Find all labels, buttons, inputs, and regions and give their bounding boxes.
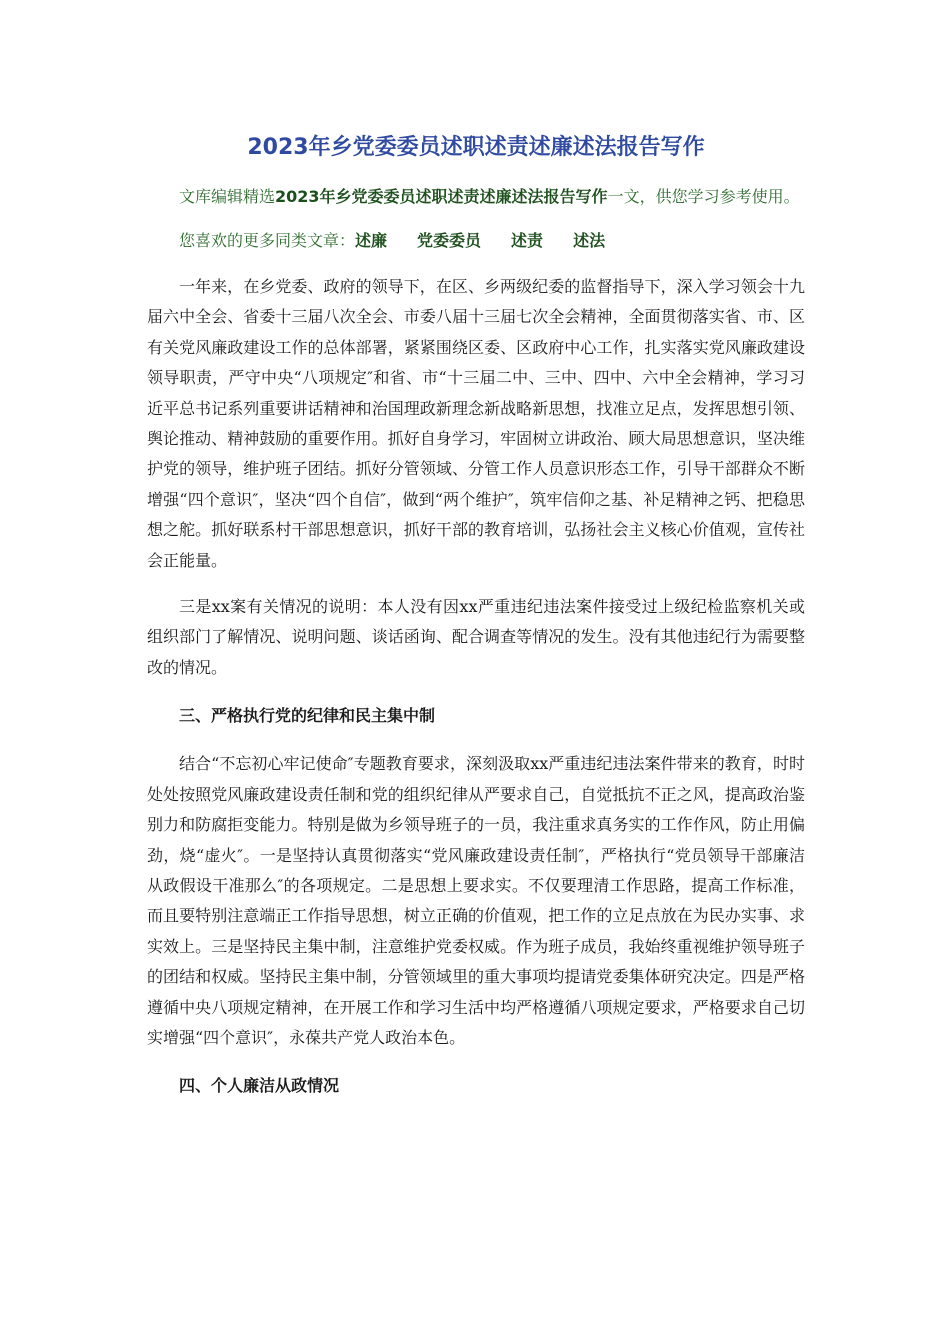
page-title: 2023年乡党委委员述职述责述廉述法报告写作 [247,135,705,160]
document-content [147,128,805,1101]
section-heading-4: 四、个人廉洁从政情况 [179,1076,340,1096]
intro-title: 2023年乡党委委员述职述责述廉述法报告写作 [275,187,608,206]
intro-prefix: 文库编辑精选 [179,187,276,206]
related-label: 您喜欢的更多同类文章： [179,231,356,250]
intro-suffix: 一文，供您学习参考使用。 [607,187,800,206]
related-link-shulian[interactable]: 述廉 [355,231,388,250]
body-paragraph-1: 一年来，在乡党委、政府的领导下，在区、乡两级纪委的监督指导下，深入学习领会十九届六中全会、省委十三届八次全会、市委八届十三届七次全会精神，全面贯彻落实省、市、区有关党风廉政建设工作的总体部署，紧紧围绕区委、区政府中心工作，扎实落实党风廉政建设领导职责，严守中央“八项规定″和省、市“十三届二中、三中、四中、六中全会精神，学习习近平总书记系列重要讲话精神和治国理政新理念新战略新思想，找准立足点，发挥思想引领、舆论推动、精神鼓励的重要作用。抓好自身学习，牢固树立讲政治、顾大局思想意识，坚决维护党的领导，维护班子团结。抓好分管领域、分管工作人员意识形态工作，引导干部群众不断增强“四个意识″，坚决“四个自信″，做到“两个维护″，筑牢信仰之基、补足精神之钙、把稳思想之舵。抓好联系村干部思想意识，抓好干部的教育培训，弘扬社会主义核心价值观，宣传社会正能量。 [147,277,805,570]
intro-paragraph [147,182,805,212]
related-articles [147,226,805,256]
related-link-shufa[interactable]: 述法 [573,231,606,250]
body-paragraph-3: 结合“不忘初心牢记使命″专题教育要求，深刻汲取xx严重违纪违法案件带来的教育，时时处处按照党风廉政建设责任制和党的组织纪律从严要求自己，自觉抵抗不正之风，提高政治鉴别力和防腐拒变能力。特别是做为乡领导班子的一员，我注重求真务实的工作作风，防止用偏劲，烧“虚火″。一是坚持认真贯彻落实“党风廉政建设责任制″，严格执行“党员领导干部廉洁从政假设干准那么″的各项规定。二是思想上要求实。不仅要理清工作思路，提高工作标准，而且要特别注意端正工作指导思想，树立正确的价值观，把工作的立足点放在为民办实事、求实效上。三是坚持民主集中制，注意维护党委权威。作为班子成员，我始终重视维护领导班子的团结和权威。坚持民主集中制，分管领域里的重大事项均提请党委集体研究决定。四是严格遵循中央八项规定精神，在开展工作和学习生活中均严格遵循八项规定要求，严格要求自己切实增强“四个意识″，永葆共产党人政治本色。 [147,754,805,1047]
related-link-shuze[interactable]: 述责 [511,231,544,250]
body-paragraph-2: 三是xx案有关情况的说明：本人没有因xx严重违纪违法案件接受过上级纪检监察机关或组织部门了解情况、说明问题、谈话函询、配合调查等情况的发生。没有其他违纪行为需要整改的情况。 [147,597,805,677]
related-link-dangwei-weiyuan[interactable]: 党委委员 [417,231,482,250]
section-heading-3: 三、严格执行党的纪律和民主集中制 [179,706,436,726]
